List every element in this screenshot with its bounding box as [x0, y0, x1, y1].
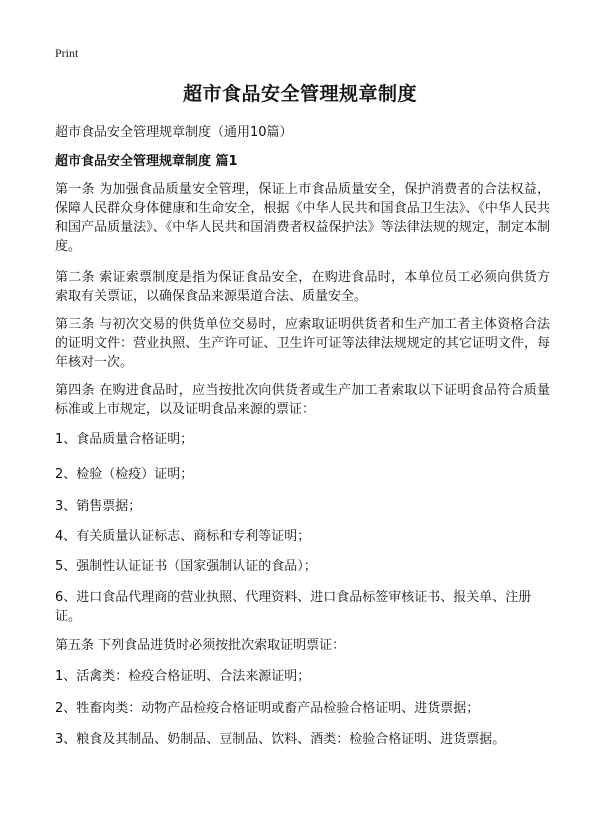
list-item: 2、检验（检疫）证明；	[55, 467, 194, 482]
document-subtitle: 超市食品安全管理规章制度（通用10篇）	[55, 125, 293, 140]
print-link[interactable]: Print	[55, 46, 79, 60]
list-item: 6、进口食品代理商的营业执照、代理资料、进口食品标签审核证书、报关单、注册证。	[55, 590, 532, 624]
list-item: 2、牲畜肉类：动物产品检疫合格证明或畜产品检验合格证明、进货票据；	[55, 701, 480, 716]
paragraph-article-4: 第四条 在购进食品时，应当按批次向供货者或生产加工者索取以下证明食品符合质量标准或上市规定，以及证明食品来源的票证：	[55, 383, 550, 417]
list-item: 3、销售票据；	[55, 499, 142, 514]
page-title: 超市食品安全管理规章制度	[182, 83, 417, 105]
list-item: 5、强制性认证证书（国家强制认证的食品）；	[55, 559, 317, 574]
paragraph-article-1: 第一条 为加强食品质量安全管理，保证上市食品质量安全，保护消费者的合法权益，保障人民群众身体健康和生命安全，根据《中华人民共和国食品卫生法》、《中华人民共和国产品质量法》、《中华人民共和国消费者权益保护法》等法律法规的规定，制定本制度。	[55, 182, 550, 254]
paragraph-article-2: 第二条 索证索票制度是指为保证食品安全，在购进食品时，本单位员工必须向供货方索取有关票证，以确保食品来源渠道合法、质量安全。	[55, 270, 550, 304]
list-item: 4、有关质量认证标志、商标和专利等证明；	[55, 529, 311, 544]
list-item: 1、食品质量合格证明；	[55, 432, 194, 447]
paragraph-article-3: 第三条 与初次交易的供货单位交易时，应索取证明供货者和生产加工者主体资格合法的证明文件：营业执照、生产许可证、卫生许可证等法律法规规定的其它证明文件，每年核对一次。	[55, 317, 550, 370]
section-heading: 超市食品安全管理规章制度 篇1	[55, 154, 238, 169]
paragraph-article-5: 第五条 下列食品进货时必须按批次索取证明票证：	[55, 638, 346, 653]
list-item: 3、粮食及其制品、奶制品、豆制品、饮料、酒类：检验合格证明、进货票据。	[55, 732, 506, 747]
list-item: 1、活禽类：检疫合格证明、合法来源证明；	[55, 669, 311, 684]
